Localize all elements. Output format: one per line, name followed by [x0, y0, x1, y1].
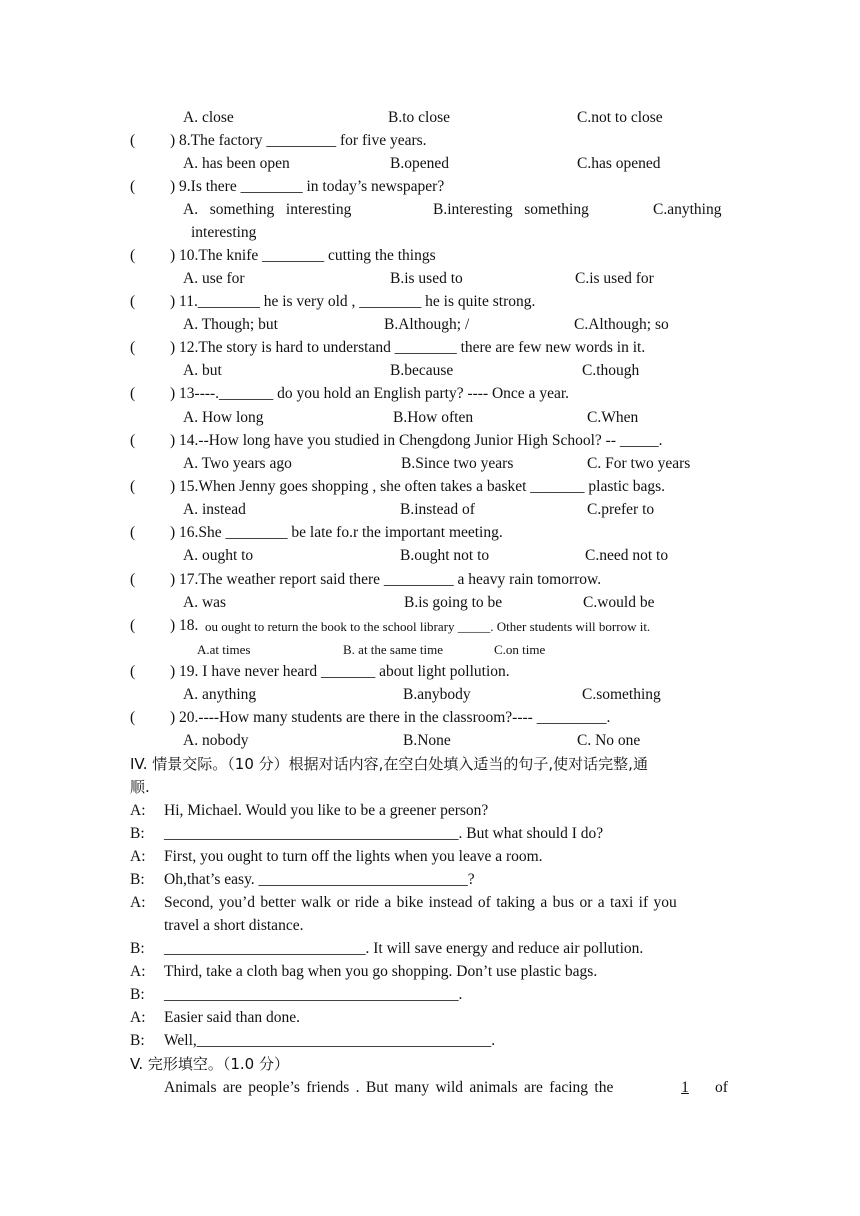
section4-title: IV. 情景交际。（10 分）根据对话内容,在空白处填入适当的句子,使对话完整,通: [130, 755, 648, 773]
cloze-text-end: of: [715, 1079, 728, 1096]
q14-option-b: B.Since two years: [401, 455, 514, 472]
q8-paren: (: [130, 132, 136, 149]
q15-stem: ) 15.When Jenny goes shopping , she often takes a basket _______ plastic bags.: [170, 478, 666, 495]
dialogue-speaker: B:: [130, 940, 145, 957]
q14-paren: (: [130, 432, 136, 449]
q18-option-c: C.on time: [494, 642, 546, 657]
q9-option-c-wrap: interesting: [191, 224, 257, 241]
q16-option-c: C.need not to: [585, 547, 669, 564]
q20-option-b: B.None: [403, 732, 451, 749]
q8-option-a: A. has been open: [183, 155, 290, 172]
q13-option-a: A. How long: [183, 409, 264, 426]
q10-option-a: A. use for: [183, 270, 245, 287]
q11-stem: ) 11.________ he is very old , ________ he is quite strong.: [170, 293, 536, 310]
cloze-text-start: Animals are people’s friends . But many wild animals are facing the: [164, 1079, 614, 1096]
dialogue-blank-line: __________________________. It will save energy and reduce air pollution.: [164, 940, 644, 957]
q18-stem-start: [170, 616, 198, 636]
dialogue-blank-line: Well,______________________________________.: [164, 1032, 496, 1049]
q13-option-c: C.When: [587, 409, 639, 426]
q9-paren: (: [130, 178, 136, 195]
q17-option-a: A. was: [183, 594, 227, 611]
q10-paren: (: [130, 247, 136, 264]
q13-stem: ) 13----._______ do you hold an English party? ---- Once a year.: [170, 385, 570, 402]
q9-stem: ) 9.Is there ________ in today’s newspaper?: [170, 178, 445, 195]
q8-stem: ) 8.The factory _________ for five years.: [170, 132, 427, 149]
q13-paren: (: [130, 385, 136, 402]
q11-paren: (: [130, 293, 136, 310]
dialogue-speaker: B:: [130, 825, 145, 842]
q12-paren: (: [130, 339, 136, 356]
q18-stem: ou ought to return the book to the school library _____. Other students will borrow it.: [205, 619, 651, 634]
dialogue-line: Third, take a cloth bag when you go shopping. Don’t use plastic bags.: [164, 963, 598, 980]
q17-paren: (: [130, 571, 136, 588]
q11-option-b: B.Although; /: [384, 316, 470, 333]
cloze-paragraph: [164, 1078, 613, 1098]
q20-option-a: A. nobody: [183, 732, 249, 749]
q17-option-c: C.would be: [583, 594, 655, 611]
q12-option-b: B.because: [390, 362, 454, 379]
q19-paren: (: [130, 663, 136, 680]
cloze-blank-1: [663, 1078, 707, 1098]
q19-stem: ) 19. I have never heard _______ about light pollution.: [170, 663, 510, 680]
q8-option-b: B.opened: [390, 155, 449, 172]
q19-option-c: C.something: [582, 686, 661, 703]
q10-stem: ) 10.The knife ________ cutting the things: [170, 247, 436, 264]
q12-stem: ) 12.The story is hard to understand ________ there are few new words in it.: [170, 339, 646, 356]
q19-option-b: B.anybody: [403, 686, 471, 703]
dialogue-line: Hi, Michael. Would you like to be a greener person?: [164, 802, 489, 819]
q12-option-a: A. but: [183, 362, 222, 379]
q18-number: ) 18.: [170, 617, 199, 634]
dialogue-speaker: A:: [130, 894, 146, 911]
dialogue-line: Easier said than done.: [164, 1009, 301, 1026]
q15-option-c: C.prefer to: [587, 501, 655, 518]
dialogue-speaker: B:: [130, 1032, 145, 1049]
q9-option-b: B.interesting something: [433, 201, 589, 218]
q8-option-c: C.has opened: [577, 155, 661, 172]
q9-option-a: A. something interesting: [183, 201, 352, 218]
dialogue-speaker: A:: [130, 802, 146, 819]
q16-paren: (: [130, 524, 136, 541]
dialogue-blank-line: ______________________________________. But what should I do?: [164, 825, 604, 842]
q18-paren: (: [130, 617, 136, 634]
q15-option-a: A. instead: [183, 501, 246, 518]
q14-option-c: C. For two years: [587, 455, 691, 472]
q11-option-a: A. Though; but: [183, 316, 278, 333]
dialogue-line: Second, you’d better walk or ride a bike instead of taking a bus or a taxi if you: [164, 894, 677, 911]
q20-paren: (: [130, 709, 136, 726]
q10-option-b: B.is used to: [390, 270, 463, 287]
dialogue-speaker: A:: [130, 848, 146, 865]
q10-option-c: C.is used for: [575, 270, 654, 287]
q13-option-b: B.How often: [393, 409, 474, 426]
q9-option-c: C.anything: [653, 201, 722, 218]
q19-option-a: A. anything: [183, 686, 257, 703]
q15-paren: (: [130, 478, 136, 495]
q16-option-a: A. ought to: [183, 547, 254, 564]
dialogue-line-wrap: travel a short distance.: [164, 917, 304, 934]
dialogue-blank-line: Oh,that’s easy. ___________________________?: [164, 871, 475, 888]
q16-stem: ) 16.She ________ be late fo.r the important meeting.: [170, 524, 503, 541]
q7-option-a: A. close: [183, 109, 234, 126]
q14-option-a: A. Two years ago: [183, 455, 292, 472]
q18-option-a: A.at times: [197, 642, 251, 657]
q14-stem: ) 14.--How long have you studied in Chengdong Junior High School? -- _____.: [170, 432, 663, 449]
q12-option-c: C.though: [582, 362, 640, 379]
dialogue-speaker: B:: [130, 871, 145, 888]
dialogue-speaker: B:: [130, 986, 145, 1003]
dialogue-line: First, you ought to turn off the lights when you leave a room.: [164, 848, 543, 865]
q15-option-b: B.instead of: [400, 501, 475, 518]
section4-title-wrap: 顺.: [130, 778, 150, 796]
q17-stem: ) 17.The weather report said there _________ a heavy rain tomorrow.: [170, 571, 602, 588]
q7-option-b: B.to close: [388, 109, 450, 126]
cloze-blank-number: 1: [681, 1079, 689, 1096]
q16-option-b: B.ought not to: [400, 547, 490, 564]
section5-title: V. 完形填空。（1.0 分）: [130, 1055, 289, 1073]
q20-stem: ) 20.----How many students are there in the classroom?---- _________.: [170, 709, 611, 726]
q7-option-c: C.not to close: [577, 109, 663, 126]
q17-option-b: B.is going to be: [404, 594, 503, 611]
q20-option-c: C. No one: [577, 732, 641, 749]
dialogue-blank-line: ______________________________________.: [164, 986, 463, 1003]
dialogue-speaker: A:: [130, 1009, 146, 1026]
dialogue-speaker: A:: [130, 963, 146, 980]
q11-option-c: C.Although; so: [574, 316, 669, 333]
q18-option-b: B. at the same time: [343, 642, 444, 657]
